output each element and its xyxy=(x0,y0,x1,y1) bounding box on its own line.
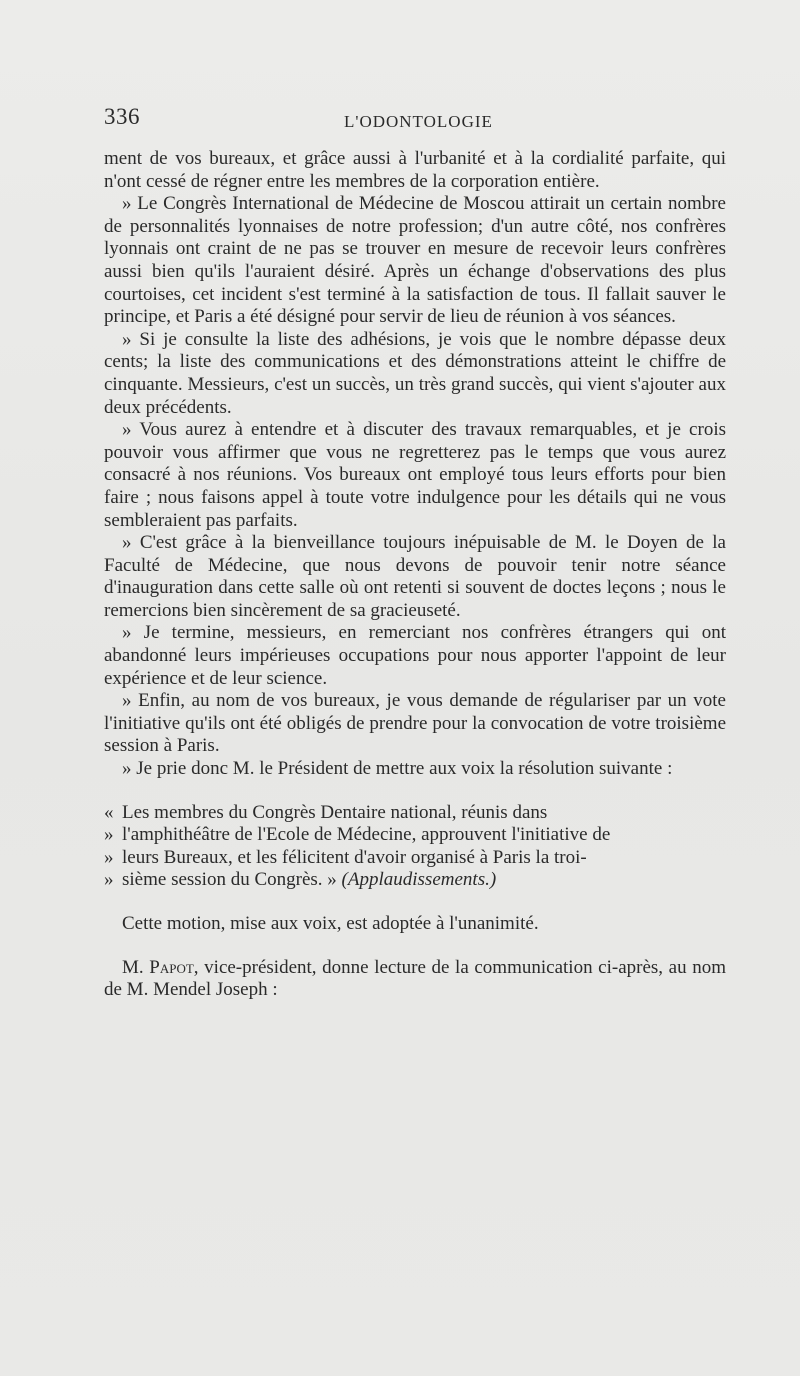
final-prefix: M. xyxy=(122,956,144,978)
quote-line xyxy=(104,824,726,847)
running-title: L'ODONTOLOGIE xyxy=(344,112,493,131)
quote-line xyxy=(104,847,726,870)
quote-text: sième session du Congrès. » xyxy=(122,869,337,891)
paragraph-3: » Si je consulte la liste des adhésions, je vois que le nombre dépasse deux cents; la liste des communications et des démonstrations atteint le chiffre de cinquante. Messieurs, c'est un succès, un très grand succès, qui vient s'ajouter aux deux précédents. xyxy=(104,328,726,418)
page-header xyxy=(104,104,724,134)
final-rest: , vice-président, donne lecture de la communication ci-après, au nom de M. Mendel Joseph : xyxy=(104,956,726,1001)
resolution-quote xyxy=(104,802,726,892)
quote-text: Les membres du Congrès Dentaire national, réunis dans xyxy=(122,801,548,823)
final-paragraph xyxy=(104,957,726,1002)
paragraph-7: » Enfin, au nom de vos bureaux, je vous demande de régulariser par un vote l'initiative qu'ils ont été obligés de prendre pour la convocation de votre troisième session à Paris. xyxy=(104,690,726,757)
quote-mark: » xyxy=(104,824,114,846)
quote-text: l'amphithéâtre de l'Ecole de Médecine, approuvent l'initiative de xyxy=(122,824,611,846)
spacer xyxy=(104,892,726,913)
speaker-name: Papot xyxy=(149,956,194,978)
paragraph-2: » Le Congrès International de Médecine de Moscou attirait un certain nombre de personnalités lyonnaises de notre profession; d'un autre côté, nos confrères lyonnais ont craint de ne pas se trouver en mesure de recevoir leurs confrères aussi bien qu'ils l'auraient désiré. Après un échange d'observations des plus courtoises, cet incident s'est terminé à la satisfaction de tous. Il fallait sauver le principe, et Paris a été désigné pour servir de lieu de réunion à vos séances. xyxy=(104,193,726,328)
quote-mark: » xyxy=(104,869,114,891)
paragraph-8: » Je prie donc M. le Président de mettre aux voix la résolution suivante : xyxy=(122,758,673,780)
quote-text: leurs Bureaux, et les félicitent d'avoir organisé à Paris la troi- xyxy=(122,846,587,868)
paragraph-1: ment de vos bureaux, et grâce aussi à l'urbanité et à la cordialité parfaite, qui n'ont cessé de régner entre les membres de la corporation entière. xyxy=(104,148,726,192)
paragraph-5: » C'est grâce à la bienveillance toujours inépuisable de M. le Doyen de la Faculté de Médecine, que nous devons de pouvoir tenir notre séance d'inauguration dans cette salle où ont retenti si souvent de doctes leçons ; nous le remercions bien sincèrement de sa gracieuseté. xyxy=(104,532,726,621)
quote-mark: » xyxy=(104,846,114,868)
applause-note: (Applaudissements.) xyxy=(341,869,497,891)
quote-mark: « xyxy=(104,801,114,823)
spacer xyxy=(104,936,726,957)
spacer xyxy=(104,781,726,802)
quote-text-last xyxy=(122,869,726,892)
paragraph-4: » Vous aurez à entendre et à discuter des travaux remarquables, et je crois pouvoir vous affirmer que vous ne regretterez pas le temps que vous aurez consacré à nos réunions. Vos bureaux ont employé tous leurs efforts pour bien faire ; nous faisons appel à toute votre indulgence pour les détails qui ne vous sembleraient pas parfaits. xyxy=(104,419,726,531)
body-text xyxy=(104,148,726,1002)
paragraph-6: » Je termine, messieurs, en remerciant nos confrères étrangers qui ont abandonné leurs impérieuses occupations pour nous apporter l'appoint de leur expérience et de leur science. xyxy=(104,622,726,689)
quote-line xyxy=(104,869,726,892)
motion-paragraph: Cette motion, mise aux voix, est adoptée à l'unanimité. xyxy=(122,913,539,934)
quote-line xyxy=(104,802,726,825)
page-number: 336 xyxy=(104,104,140,129)
